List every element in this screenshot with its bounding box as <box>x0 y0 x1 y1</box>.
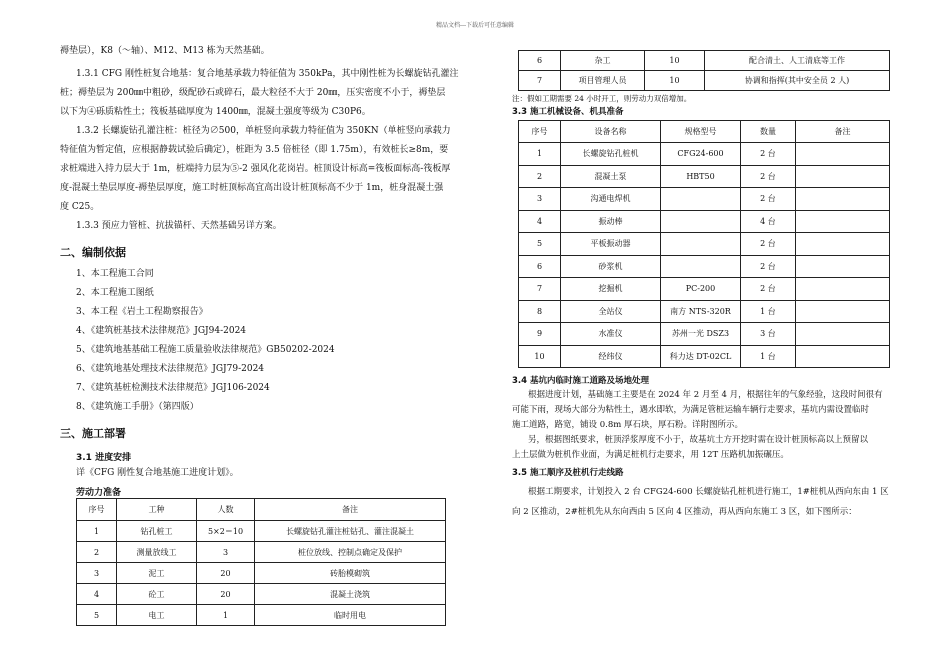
cell: 电工 <box>117 605 197 626</box>
cell <box>796 143 890 166</box>
cell: 泥工 <box>117 563 197 584</box>
table-row <box>519 255 890 278</box>
table-row <box>519 278 890 301</box>
cell: 10 <box>645 51 705 71</box>
cell: 2 <box>77 542 117 563</box>
cell: 4 <box>519 210 561 233</box>
cell: 砖胎模砌筑 <box>255 563 446 584</box>
cell: 4 <box>77 584 117 605</box>
cell: 配合清土、人工清底等工作 <box>705 51 890 71</box>
text-line: 1.3.2 长螺旋钻孔灌注桩：桩径为∅500，单桩竖向承载力特征值为 350KN（单桩竖向承载力 <box>76 126 451 136</box>
cell: 1 台 <box>741 300 796 323</box>
cell: 7 <box>519 71 561 91</box>
cell <box>796 188 890 211</box>
text-line: 1.3.1 CFG 刚性桩复合地基：复合地基承载力特征值为 350kPa，其中刚性桩为长螺旋钻孔灌注 <box>76 69 459 79</box>
cell: 苏州一光 DSZ3 <box>661 323 741 346</box>
text-line: 根据进度计划，基础施工主要是在 2024 年 2 月至 4 月，根据往年的气象经验，这段时间很有 <box>528 390 883 400</box>
table-row <box>519 165 890 188</box>
cell: 3 <box>519 188 561 211</box>
cell: 1 <box>197 605 255 626</box>
equipment-table <box>518 120 890 368</box>
cell <box>796 255 890 278</box>
table-row <box>77 521 446 542</box>
table-row <box>519 345 890 368</box>
cell: 临时用电 <box>255 605 446 626</box>
cell: 10 <box>645 71 705 91</box>
column-header: 序号 <box>77 499 117 521</box>
cell: 桩位放线、控制点确定及保护 <box>255 542 446 563</box>
cell: 经纬仪 <box>561 345 661 368</box>
basis-item: 4、《建筑桩基技术法律规范》JGJ94-2024 <box>76 326 247 336</box>
text-line: 特征值为暂定值，应根据静载试验后确定），桩距为 3.5 倍桩径（即 1.75m），有效桩长≥8m，要 <box>60 145 449 155</box>
cell: 测量放线工 <box>117 542 197 563</box>
cell: 8 <box>519 300 561 323</box>
table-row <box>77 563 446 584</box>
text-line: 向 2 区推动，2#桩机先从东向西由 5 区向 4 区推动，再从西向东施工 3 区，如下图所示： <box>512 507 857 517</box>
cell: 3 台 <box>741 323 796 346</box>
cell <box>796 323 890 346</box>
text-line: 施工道路，路宽，铺设 0.8m 厚石块，厚石粉。详附图所示。 <box>512 420 743 430</box>
cell <box>796 300 890 323</box>
column-header: 序号 <box>519 121 561 143</box>
cell: HBT50 <box>661 165 741 188</box>
column-header: 数量 <box>741 121 796 143</box>
cell: 6 <box>519 51 561 71</box>
column-header: 备注 <box>255 499 446 521</box>
cell: 水准仪 <box>561 323 661 346</box>
text-line: 上土层做为桩机作业面，为满足桩机行走要求，用 12T 压路机加振碾压。 <box>512 450 789 460</box>
table-note: 注：假如工期需要 24 小时开工，则劳动力双倍增加。 <box>512 94 692 103</box>
column-header: 设备名称 <box>561 121 661 143</box>
column-header: 备注 <box>796 121 890 143</box>
cell: 2 台 <box>741 255 796 278</box>
cell: 3 <box>197 542 255 563</box>
subsection-title: 3.1 进度安排 <box>76 453 132 463</box>
subsection-title: 3.4 基坑内临时施工道路及场地处理 <box>512 376 650 386</box>
cell: 3 <box>77 563 117 584</box>
cell <box>661 255 741 278</box>
cell: 1 <box>77 521 117 542</box>
cell: 钻孔桩工 <box>117 521 197 542</box>
cell: 协调和指挥(其中安全员 2 人) <box>705 71 890 91</box>
cell: 9 <box>519 323 561 346</box>
column-header: 工种 <box>117 499 197 521</box>
table-row <box>77 605 446 626</box>
text-line: 可能下雨，现场大部分为粘性土，遇水即软，为满足管桩运输车辆行走要求，基坑内需设置临时 <box>512 405 870 415</box>
table-row <box>77 542 446 563</box>
section-title: 二、编制依据 <box>60 246 126 259</box>
cell: 2 台 <box>741 278 796 301</box>
basis-item: 5、《建筑地基基础工程施工质量验收法律规范》GB50202-2024 <box>76 345 335 355</box>
cell: 长螺旋钻孔灌注桩钻孔、灌注混凝土 <box>255 521 446 542</box>
table-row <box>519 51 890 71</box>
cell: 全站仪 <box>561 300 661 323</box>
cell: 沟通电焊机 <box>561 188 661 211</box>
column-header: 规格型号 <box>661 121 741 143</box>
labor-table <box>76 498 446 626</box>
table-row <box>519 323 890 346</box>
cell <box>796 345 890 368</box>
table-row <box>519 300 890 323</box>
table-row <box>519 210 890 233</box>
text-line: 桩；褥垫层为 200㎜中粗砂，级配砂石或碎石，最大粒径不大于 20㎜，压实密度不小于，褥垫层 <box>60 88 446 98</box>
text-line: 以下为④砾质粘性土；筏板基础厚度为 1400㎜，混凝土强度等级为 C30P6。 <box>60 107 371 117</box>
basis-item: 7、《建筑基桩检测技术法律规范》JGJ106-2024 <box>76 383 270 393</box>
basis-item: 3、本工程《岩土工程勘察报告》 <box>76 307 208 317</box>
cell: 6 <box>519 255 561 278</box>
text-line: 详《CFG 刚性复合地基施工进度计划》。 <box>76 468 239 478</box>
cell: 混凝土泵 <box>561 165 661 188</box>
cell: 砼工 <box>117 584 197 605</box>
section-title: 三、施工部署 <box>60 427 126 440</box>
cell: CFG24-600 <box>661 143 741 166</box>
cell: 2 台 <box>741 188 796 211</box>
text-line: 求桩端进入持力层大于 1m，桩端持力层为⑤-2 强风化花岗岩。桩顶设计标高=筏板面标高-筏板厚 <box>60 164 451 174</box>
basis-item: 6、《建筑地基处理技术法律规范》JGJ79-2024 <box>76 364 265 374</box>
basis-item: 2、本工程施工图纸 <box>76 288 154 298</box>
table-row <box>519 143 890 166</box>
cell <box>796 278 890 301</box>
cell: PC-200 <box>661 278 741 301</box>
text-line: 1.3.3 预应力管桩、抗拔锚杆、天然基础另详方案。 <box>76 221 282 231</box>
cell: 2 <box>519 165 561 188</box>
cell: 平板振动器 <box>561 233 661 256</box>
table-row <box>77 584 446 605</box>
cell: 10 <box>519 345 561 368</box>
cell: 长螺旋钻孔桩机 <box>561 143 661 166</box>
text-line: 度-混凝土垫层厚度-褥垫层厚度，施工时桩顶标高宜高出设计桩顶标高不少于 1m，桩身混凝土强 <box>60 183 444 193</box>
labor-table-continued <box>518 50 890 91</box>
basis-item: 8、《建筑施工手册》（第四版） <box>76 402 199 412</box>
cell: 挖掘机 <box>561 278 661 301</box>
cell: 5 <box>77 605 117 626</box>
column-header: 人数 <box>197 499 255 521</box>
cell: 1 <box>519 143 561 166</box>
cell <box>661 233 741 256</box>
cell: 2 台 <box>741 143 796 166</box>
cell: 项目管理人员 <box>561 71 645 91</box>
cell: 杂工 <box>561 51 645 71</box>
cell <box>796 165 890 188</box>
text-line: 度 C25。 <box>60 202 100 212</box>
cell: 砂浆机 <box>561 255 661 278</box>
text-line: 根据工期要求，计划投入 2 台 CFG24-600 长螺旋钻孔桩机进行施工，1#桩机从西向东由 1 区 <box>528 487 889 497</box>
cell: 科力达 DT-02CL <box>661 345 741 368</box>
cell: 4 台 <box>741 210 796 233</box>
subsection-title: 3.3 施工机械设备、机具准备 <box>512 107 624 117</box>
cell: 20 <box>197 563 255 584</box>
text-line: 褥垫层），K8（～轴）、M12、M13 栋为天然基础。 <box>60 46 270 56</box>
cell: 2 台 <box>741 165 796 188</box>
cell: 20 <box>197 584 255 605</box>
cell <box>661 188 741 211</box>
cell: 南方 NTS-320R <box>661 300 741 323</box>
cell: 7 <box>519 278 561 301</box>
cell <box>796 233 890 256</box>
cell <box>661 210 741 233</box>
basis-item: 1、本工程施工合同 <box>76 269 154 279</box>
table-row <box>519 188 890 211</box>
cell: 5×2＝10 <box>197 521 255 542</box>
subsection-title: 劳动力准备 <box>76 488 122 498</box>
table-row <box>519 233 890 256</box>
cell: 5 <box>519 233 561 256</box>
table-row <box>519 71 890 91</box>
text-line: 另，根据图纸要求，桩顶浮浆厚度不小于，故基坑土方开挖时需在设计桩顶标高以上预留以 <box>528 435 869 445</box>
cell <box>796 210 890 233</box>
cell: 1 台 <box>741 345 796 368</box>
cell: 振动棒 <box>561 210 661 233</box>
cell: 混凝土浇筑 <box>255 584 446 605</box>
page-header: 精品文档---下载后可任意编辑 <box>435 22 515 29</box>
subsection-title: 3.5 施工顺序及桩机行走线路 <box>512 468 624 478</box>
cell: 2 台 <box>741 233 796 256</box>
